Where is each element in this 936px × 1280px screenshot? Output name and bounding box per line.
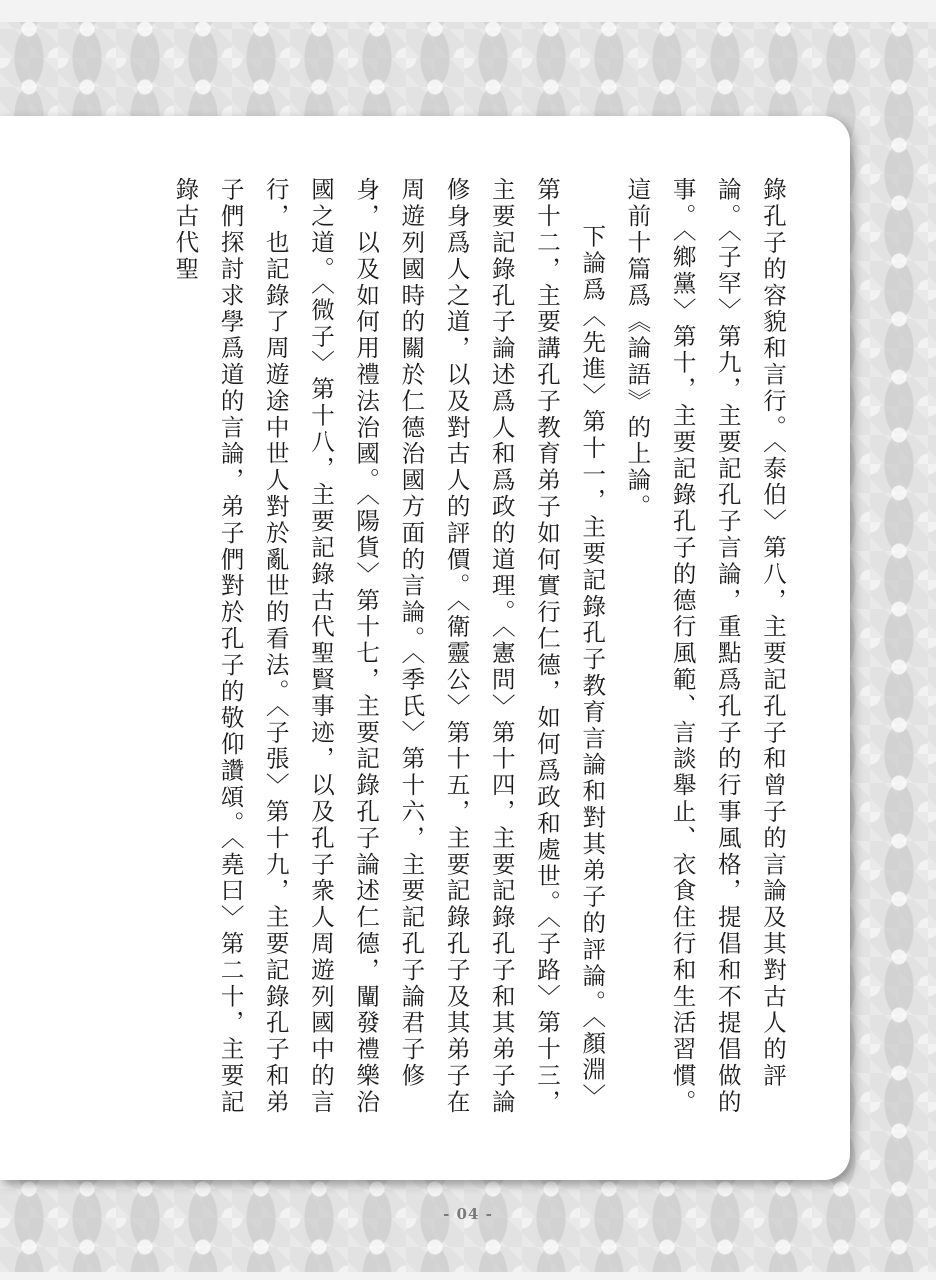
top-page-strip (0, 0, 936, 22)
bottom-page-strip (0, 1272, 936, 1280)
page-number: - 04 - (443, 1205, 493, 1223)
vertical-body-text (160, 177, 795, 1127)
paragraph-2: 下論爲〈先進〉第十一，主要記錄孔子教育言論和對其弟子的評論。〈顏淵〉第十二，主要講孔子教育弟子如何實行仁德，如何爲政和處世。〈子路〉第十三，主要記錄孔子論述爲人和爲政的道理。〈憲問〉第十四，主要記錄孔子和其弟子論修身爲人之道，以及對古人的評價。〈衛靈公〉第十五，主要記錄孔子及其弟子在周遊列國時的關於仁德治國方面的言論。〈季氏〉第十六，主要記孔子論君子修身，以及如何用禮法治國。〈陽貨〉第十七，主要記錄孔子論述仁德，闡發禮樂治國之道。〈微子〉第十八，主要記錄古代聖賢事迹，以及孔子衆人周遊列國中的言行，也記錄了周遊途中世人對於亂世的看法。〈子張〉第十九，主要記錄孔子和弟子們探討求學爲道的言論，弟子們對於孔子的敬仰讚頌。〈堯曰〉第二十，主要記錄古代聖 (171, 177, 607, 1116)
paragraph-1: 錄孔子的容貌和言行。〈泰伯〉第八，主要記孔子和曾子的言論及其對古人的評論。〈子罕〉第九，主要記孔子言論，重點爲孔子的行事風格，提倡和不提倡做的事。〈鄉黨〉第十，主要記錄孔子的德行風範、言談舉止、衣食住行和生活習慣。這前十篇爲《論語》的上論。 (623, 177, 787, 1116)
